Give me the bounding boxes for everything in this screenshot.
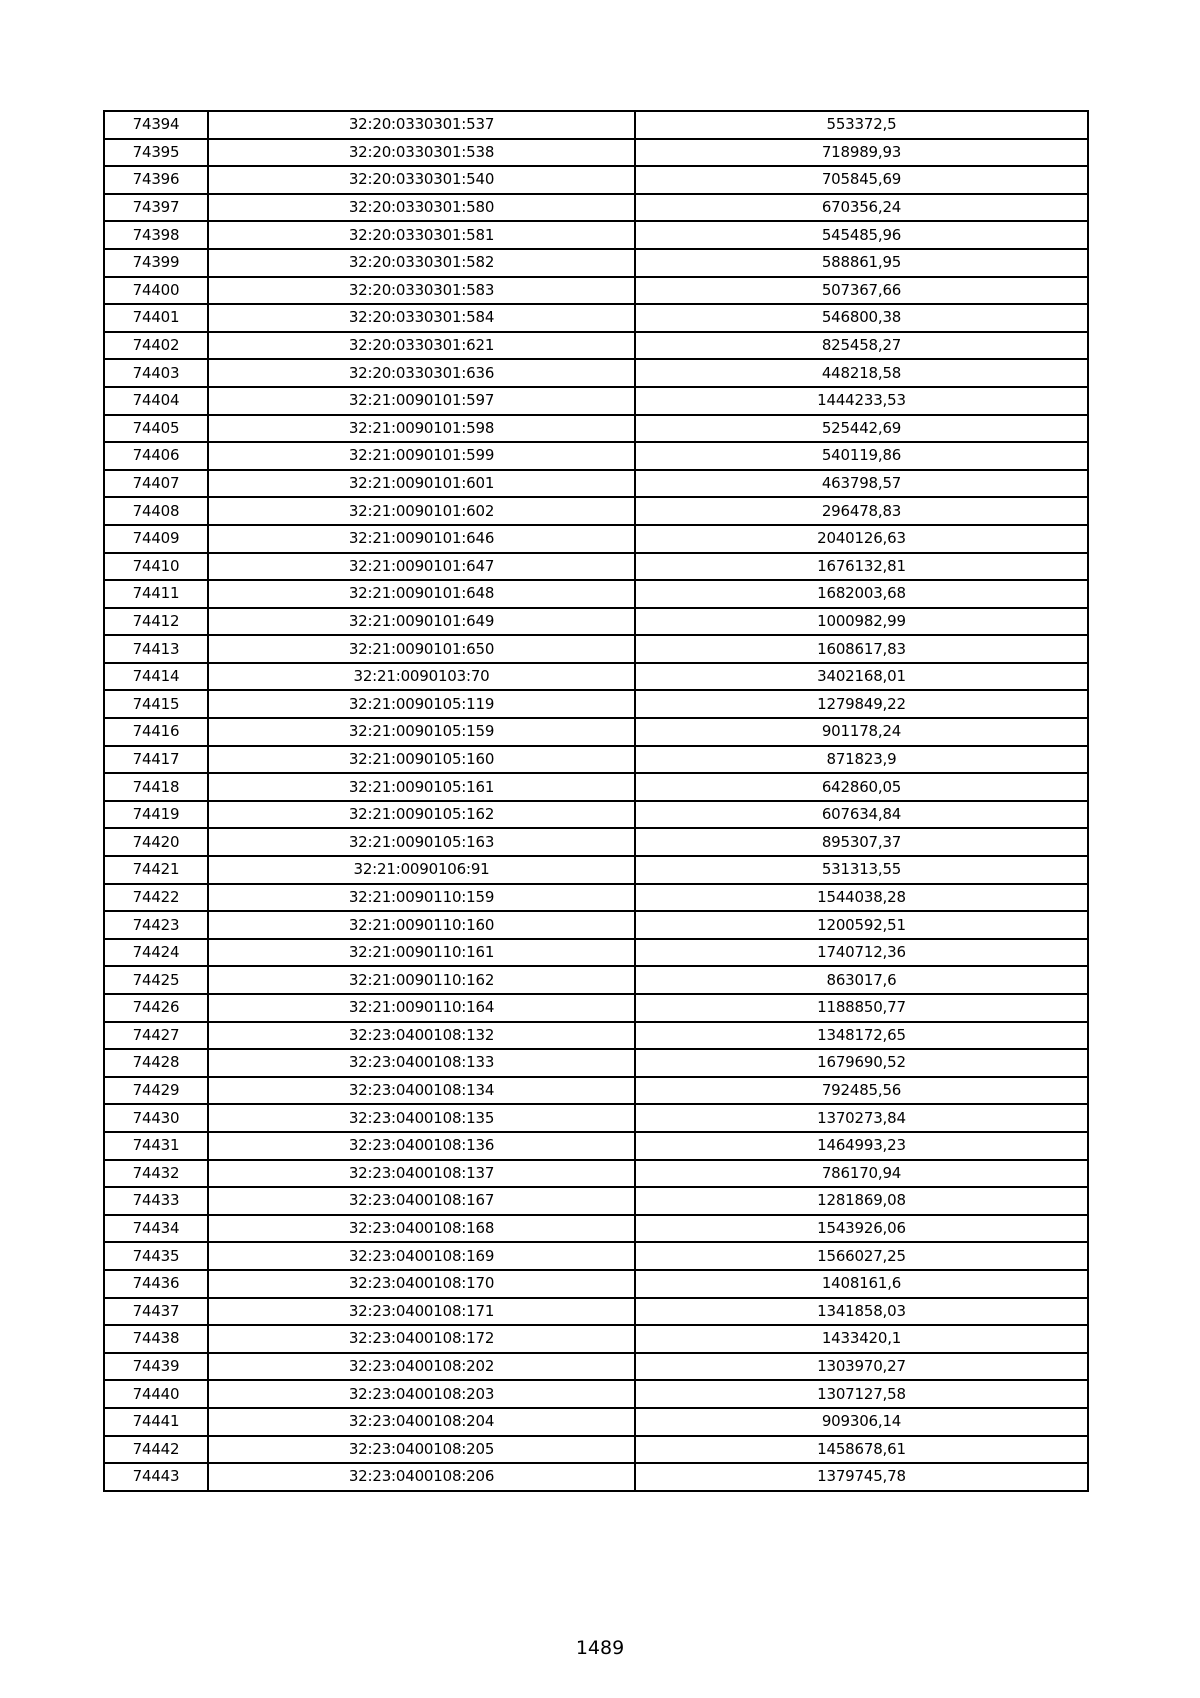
cadastral-number-cell: 32:21:0090101:650 bbox=[208, 635, 635, 663]
value-cell: 1303970,27 bbox=[635, 1353, 1088, 1381]
cadastral-number-cell: 32:21:0090105:163 bbox=[208, 828, 635, 856]
value-cell: 1458678,61 bbox=[635, 1436, 1088, 1464]
cadastral-number-cell: 32:23:0400108:169 bbox=[208, 1242, 635, 1270]
value-cell: 1464993,23 bbox=[635, 1132, 1088, 1160]
value-cell: 1370273,84 bbox=[635, 1104, 1088, 1132]
cadastral-number-cell: 32:21:0090105:162 bbox=[208, 801, 635, 829]
row-number-cell: 74443 bbox=[104, 1463, 208, 1491]
row-number-cell: 74425 bbox=[104, 966, 208, 994]
value-cell: 507367,66 bbox=[635, 277, 1088, 305]
cadastral-number-cell: 32:23:0400108:132 bbox=[208, 1022, 635, 1050]
table-row bbox=[104, 1132, 1088, 1160]
cadastral-number-cell: 32:23:0400108:204 bbox=[208, 1408, 635, 1436]
table-body bbox=[104, 111, 1088, 1491]
table-row bbox=[104, 1270, 1088, 1298]
cadastral-number-cell: 32:21:0090101:601 bbox=[208, 470, 635, 498]
row-number-cell: 74437 bbox=[104, 1298, 208, 1326]
row-number-cell: 74414 bbox=[104, 663, 208, 691]
cadastral-number-cell: 32:23:0400108:171 bbox=[208, 1298, 635, 1326]
value-cell: 1279849,22 bbox=[635, 690, 1088, 718]
value-cell: 448218,58 bbox=[635, 359, 1088, 387]
cadastral-number-cell: 32:20:0330301:540 bbox=[208, 166, 635, 194]
row-number-cell: 74418 bbox=[104, 773, 208, 801]
cadastral-number-cell: 32:20:0330301:580 bbox=[208, 194, 635, 222]
table-row bbox=[104, 249, 1088, 277]
row-number-cell: 74402 bbox=[104, 332, 208, 360]
cadastral-number-cell: 32:23:0400108:167 bbox=[208, 1187, 635, 1215]
row-number-cell: 74438 bbox=[104, 1325, 208, 1353]
cadastral-number-cell: 32:21:0090106:91 bbox=[208, 856, 635, 884]
row-number-cell: 74421 bbox=[104, 856, 208, 884]
row-number-cell: 74429 bbox=[104, 1077, 208, 1105]
value-cell: 895307,37 bbox=[635, 828, 1088, 856]
row-number-cell: 74397 bbox=[104, 194, 208, 222]
value-cell: 531313,55 bbox=[635, 856, 1088, 884]
cadastral-number-cell: 32:20:0330301:584 bbox=[208, 304, 635, 332]
value-cell: 1200592,51 bbox=[635, 911, 1088, 939]
cadastral-number-cell: 32:20:0330301:621 bbox=[208, 332, 635, 360]
table-row bbox=[104, 139, 1088, 167]
row-number-cell: 74410 bbox=[104, 553, 208, 581]
row-number-cell: 74434 bbox=[104, 1215, 208, 1243]
row-number-cell: 74435 bbox=[104, 1242, 208, 1270]
row-number-cell: 74398 bbox=[104, 221, 208, 249]
value-cell: 1543926,06 bbox=[635, 1215, 1088, 1243]
row-number-cell: 74404 bbox=[104, 387, 208, 415]
table-row bbox=[104, 1463, 1088, 1491]
cadastral-number-cell: 32:21:0090101:648 bbox=[208, 580, 635, 608]
table-row bbox=[104, 1242, 1088, 1270]
value-cell: 1408161,6 bbox=[635, 1270, 1088, 1298]
table-row bbox=[104, 1380, 1088, 1408]
cadastral-number-cell: 32:21:0090101:649 bbox=[208, 608, 635, 636]
row-number-cell: 74439 bbox=[104, 1353, 208, 1381]
table-row bbox=[104, 1325, 1088, 1353]
value-cell: 1608617,83 bbox=[635, 635, 1088, 663]
value-cell: 545485,96 bbox=[635, 221, 1088, 249]
row-number-cell: 74416 bbox=[104, 718, 208, 746]
row-number-cell: 74407 bbox=[104, 470, 208, 498]
row-number-cell: 74420 bbox=[104, 828, 208, 856]
table-row bbox=[104, 635, 1088, 663]
row-number-cell: 74399 bbox=[104, 249, 208, 277]
table-row bbox=[104, 525, 1088, 553]
row-number-cell: 74403 bbox=[104, 359, 208, 387]
cadastral-number-cell: 32:21:0090103:70 bbox=[208, 663, 635, 691]
cadastral-number-cell: 32:23:0400108:168 bbox=[208, 1215, 635, 1243]
row-number-cell: 74423 bbox=[104, 911, 208, 939]
row-number-cell: 74441 bbox=[104, 1408, 208, 1436]
row-number-cell: 74408 bbox=[104, 497, 208, 525]
row-number-cell: 74400 bbox=[104, 277, 208, 305]
cadastral-number-cell: 32:21:0090110:160 bbox=[208, 911, 635, 939]
row-number-cell: 74417 bbox=[104, 746, 208, 774]
cadastral-number-cell: 32:21:0090101:598 bbox=[208, 415, 635, 443]
value-cell: 3402168,01 bbox=[635, 663, 1088, 691]
value-cell: 546800,38 bbox=[635, 304, 1088, 332]
data-table bbox=[103, 110, 1089, 1492]
table-row bbox=[104, 277, 1088, 305]
table-row bbox=[104, 304, 1088, 332]
table-row bbox=[104, 828, 1088, 856]
row-number-cell: 74396 bbox=[104, 166, 208, 194]
cadastral-number-cell: 32:20:0330301:581 bbox=[208, 221, 635, 249]
row-number-cell: 74405 bbox=[104, 415, 208, 443]
value-cell: 1679690,52 bbox=[635, 1049, 1088, 1077]
cadastral-number-cell: 32:21:0090105:119 bbox=[208, 690, 635, 718]
cadastral-number-cell: 32:23:0400108:136 bbox=[208, 1132, 635, 1160]
cadastral-number-cell: 32:20:0330301:636 bbox=[208, 359, 635, 387]
value-cell: 1281869,08 bbox=[635, 1187, 1088, 1215]
table-row bbox=[104, 221, 1088, 249]
row-number-cell: 74401 bbox=[104, 304, 208, 332]
row-number-cell: 74412 bbox=[104, 608, 208, 636]
cadastral-number-cell: 32:23:0400108:172 bbox=[208, 1325, 635, 1353]
value-cell: 670356,24 bbox=[635, 194, 1088, 222]
table-row bbox=[104, 1160, 1088, 1188]
table-row bbox=[104, 718, 1088, 746]
cadastral-number-cell: 32:21:0090101:597 bbox=[208, 387, 635, 415]
cadastral-number-cell: 32:21:0090110:161 bbox=[208, 939, 635, 967]
row-number-cell: 74426 bbox=[104, 994, 208, 1022]
row-number-cell: 74436 bbox=[104, 1270, 208, 1298]
table-row bbox=[104, 994, 1088, 1022]
cadastral-number-cell: 32:23:0400108:203 bbox=[208, 1380, 635, 1408]
cadastral-number-cell: 32:21:0090105:159 bbox=[208, 718, 635, 746]
cadastral-number-cell: 32:21:0090101:602 bbox=[208, 497, 635, 525]
table-row bbox=[104, 497, 1088, 525]
table-row bbox=[104, 1353, 1088, 1381]
value-cell: 705845,69 bbox=[635, 166, 1088, 194]
table-row bbox=[104, 553, 1088, 581]
value-cell: 871823,9 bbox=[635, 746, 1088, 774]
row-number-cell: 74394 bbox=[104, 111, 208, 139]
table-row bbox=[104, 690, 1088, 718]
value-cell: 1307127,58 bbox=[635, 1380, 1088, 1408]
value-cell: 1348172,65 bbox=[635, 1022, 1088, 1050]
value-cell: 1433420,1 bbox=[635, 1325, 1088, 1353]
value-cell: 1000982,99 bbox=[635, 608, 1088, 636]
cadastral-number-cell: 32:23:0400108:206 bbox=[208, 1463, 635, 1491]
table-row bbox=[104, 939, 1088, 967]
row-number-cell: 74430 bbox=[104, 1104, 208, 1132]
page-number: 1489 bbox=[575, 1637, 625, 1659]
table-row bbox=[104, 387, 1088, 415]
value-cell: 792485,56 bbox=[635, 1077, 1088, 1105]
value-cell: 1544038,28 bbox=[635, 884, 1088, 912]
cadastral-number-cell: 32:20:0330301:583 bbox=[208, 277, 635, 305]
table-row bbox=[104, 884, 1088, 912]
row-number-cell: 74428 bbox=[104, 1049, 208, 1077]
row-number-cell: 74442 bbox=[104, 1436, 208, 1464]
table-row bbox=[104, 1408, 1088, 1436]
row-number-cell: 74419 bbox=[104, 801, 208, 829]
table-row bbox=[104, 1298, 1088, 1326]
row-number-cell: 74415 bbox=[104, 690, 208, 718]
table-row bbox=[104, 166, 1088, 194]
cadastral-number-cell: 32:23:0400108:137 bbox=[208, 1160, 635, 1188]
row-number-cell: 74395 bbox=[104, 139, 208, 167]
value-cell: 463798,57 bbox=[635, 470, 1088, 498]
table-row bbox=[104, 856, 1088, 884]
table-row bbox=[104, 773, 1088, 801]
value-cell: 909306,14 bbox=[635, 1408, 1088, 1436]
row-number-cell: 74409 bbox=[104, 525, 208, 553]
table-row bbox=[104, 580, 1088, 608]
value-cell: 786170,94 bbox=[635, 1160, 1088, 1188]
value-cell: 540119,86 bbox=[635, 442, 1088, 470]
table-row bbox=[104, 194, 1088, 222]
table-row bbox=[104, 1049, 1088, 1077]
cadastral-number-cell: 32:20:0330301:537 bbox=[208, 111, 635, 139]
table-row bbox=[104, 111, 1088, 139]
table-row bbox=[104, 1022, 1088, 1050]
table-row bbox=[104, 332, 1088, 360]
value-cell: 296478,83 bbox=[635, 497, 1088, 525]
cadastral-number-cell: 32:21:0090110:164 bbox=[208, 994, 635, 1022]
table-row bbox=[104, 442, 1088, 470]
table-row bbox=[104, 470, 1088, 498]
cadastral-number-cell: 32:23:0400108:205 bbox=[208, 1436, 635, 1464]
table-row bbox=[104, 746, 1088, 774]
value-cell: 525442,69 bbox=[635, 415, 1088, 443]
cadastral-number-cell: 32:21:0090105:161 bbox=[208, 773, 635, 801]
cadastral-number-cell: 32:23:0400108:135 bbox=[208, 1104, 635, 1132]
table-row bbox=[104, 359, 1088, 387]
table-row bbox=[104, 1187, 1088, 1215]
table-row bbox=[104, 1077, 1088, 1105]
row-number-cell: 74406 bbox=[104, 442, 208, 470]
cadastral-number-cell: 32:23:0400108:170 bbox=[208, 1270, 635, 1298]
value-cell: 1740712,36 bbox=[635, 939, 1088, 967]
table-row bbox=[104, 663, 1088, 691]
value-cell: 1566027,25 bbox=[635, 1242, 1088, 1270]
row-number-cell: 74424 bbox=[104, 939, 208, 967]
cadastral-number-cell: 32:20:0330301:538 bbox=[208, 139, 635, 167]
row-number-cell: 74422 bbox=[104, 884, 208, 912]
value-cell: 642860,05 bbox=[635, 773, 1088, 801]
row-number-cell: 74440 bbox=[104, 1380, 208, 1408]
row-number-cell: 74433 bbox=[104, 1187, 208, 1215]
cadastral-number-cell: 32:21:0090101:647 bbox=[208, 553, 635, 581]
cadastral-number-cell: 32:21:0090110:159 bbox=[208, 884, 635, 912]
value-cell: 1341858,03 bbox=[635, 1298, 1088, 1326]
cadastral-number-cell: 32:21:0090101:646 bbox=[208, 525, 635, 553]
table-row bbox=[104, 1436, 1088, 1464]
cadastral-number-cell: 32:21:0090110:162 bbox=[208, 966, 635, 994]
table-row bbox=[104, 801, 1088, 829]
cadastral-number-cell: 32:20:0330301:582 bbox=[208, 249, 635, 277]
value-cell: 1682003,68 bbox=[635, 580, 1088, 608]
value-cell: 607634,84 bbox=[635, 801, 1088, 829]
value-cell: 1676132,81 bbox=[635, 553, 1088, 581]
table-row bbox=[104, 1215, 1088, 1243]
row-number-cell: 74427 bbox=[104, 1022, 208, 1050]
row-number-cell: 74411 bbox=[104, 580, 208, 608]
cadastral-number-cell: 32:23:0400108:134 bbox=[208, 1077, 635, 1105]
value-cell: 1379745,78 bbox=[635, 1463, 1088, 1491]
value-cell: 2040126,63 bbox=[635, 525, 1088, 553]
value-cell: 863017,6 bbox=[635, 966, 1088, 994]
table-row bbox=[104, 608, 1088, 636]
row-number-cell: 74431 bbox=[104, 1132, 208, 1160]
value-cell: 588861,95 bbox=[635, 249, 1088, 277]
table-row bbox=[104, 1104, 1088, 1132]
table-row bbox=[104, 966, 1088, 994]
cadastral-number-cell: 32:21:0090105:160 bbox=[208, 746, 635, 774]
value-cell: 1444233,53 bbox=[635, 387, 1088, 415]
row-number-cell: 74432 bbox=[104, 1160, 208, 1188]
value-cell: 718989,93 bbox=[635, 139, 1088, 167]
row-number-cell: 74413 bbox=[104, 635, 208, 663]
value-cell: 825458,27 bbox=[635, 332, 1088, 360]
value-cell: 901178,24 bbox=[635, 718, 1088, 746]
cadastral-number-cell: 32:23:0400108:133 bbox=[208, 1049, 635, 1077]
table-row bbox=[104, 911, 1088, 939]
table-row bbox=[104, 415, 1088, 443]
value-cell: 553372,5 bbox=[635, 111, 1088, 139]
value-cell: 1188850,77 bbox=[635, 994, 1088, 1022]
cadastral-number-cell: 32:23:0400108:202 bbox=[208, 1353, 635, 1381]
cadastral-number-cell: 32:21:0090101:599 bbox=[208, 442, 635, 470]
